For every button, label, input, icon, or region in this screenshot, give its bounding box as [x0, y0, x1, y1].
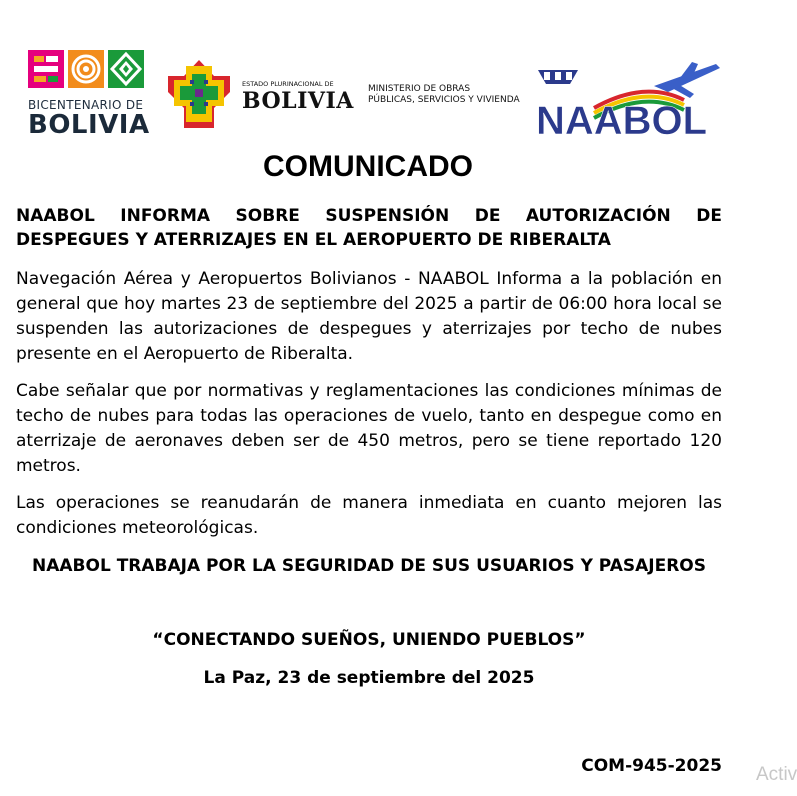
ministerio-line1: MINISTERIO DE OBRAS [368, 84, 471, 94]
motto: “CONECTANDO SUEÑOS, UNIENDO PUEBLOS” [152, 630, 586, 650]
place-date: La Paz, 23 de septiembre del 2025 [203, 668, 535, 688]
ministerio-logo [368, 84, 520, 106]
estado-line1: ESTADO PLURINACIONAL DE [242, 80, 334, 88]
estado-plurinacional-logo [242, 80, 354, 114]
document-code: COM-945-2025 [581, 756, 722, 776]
bicentenario-line2: BOLIVIA [28, 110, 150, 140]
paragraph-2: Cabe señalar que por normativas y reglamentaciones las condiciones mínimas de techo de nubes para todas las operaciones de vuelo, tanto en despegue como en aterrizaje de aeronaves deben ser de 450 metros, pero se tiene reportado 120 metros. [16, 381, 722, 476]
paragraph-3: Las operaciones se reanudarán de manera inmediata en cuanto mejoren las condiciones meteorológicas. [16, 493, 722, 538]
estado-line2: BOLIVIA [242, 88, 354, 114]
naabol-logo [534, 60, 724, 143]
bicentenario-line1: BICENTENARIO DE [28, 98, 144, 112]
paragraph-1: Navegación Aérea y Aeropuertos Bolivianos - NAABOL Informa a la población en general que hoy martes 23 de septiembre del 2025 a partir de 06:00 hora local se suspenden las autorizaciones de despegues y aterrizajes por techo de nubes presente en el Aeropuerto de Riberalta. [16, 269, 722, 364]
svg-text:NAABOL: NAABOL [536, 99, 708, 143]
slogan: NAABOL TRABAJA POR LA SEGURIDAD DE SUS USUARIOS Y PASAJEROS [32, 556, 706, 576]
header-logos [28, 46, 728, 142]
document-headline: NAABOL INFORMA SOBRE SUSPENSIÓN DE AUTORIZACIÓN DE DESPEGUES Y ATERRIZAJES EN EL AEROPUERTO DE RIBERALTA [16, 206, 722, 250]
bic-diamond-icon [108, 50, 144, 88]
bic-figure-icon [28, 50, 64, 88]
bicentenario-logo [28, 50, 158, 140]
bicentenario-icons [28, 50, 158, 88]
bic-spiral-icon [68, 50, 104, 88]
estado-emblem-icon [166, 58, 232, 130]
activation-watermark: Activ [756, 764, 797, 785]
ministerio-line2: PÚBLICAS, SERVICIOS Y VIVIENDA [368, 95, 520, 105]
document-title: COMUNICADO [263, 150, 473, 183]
